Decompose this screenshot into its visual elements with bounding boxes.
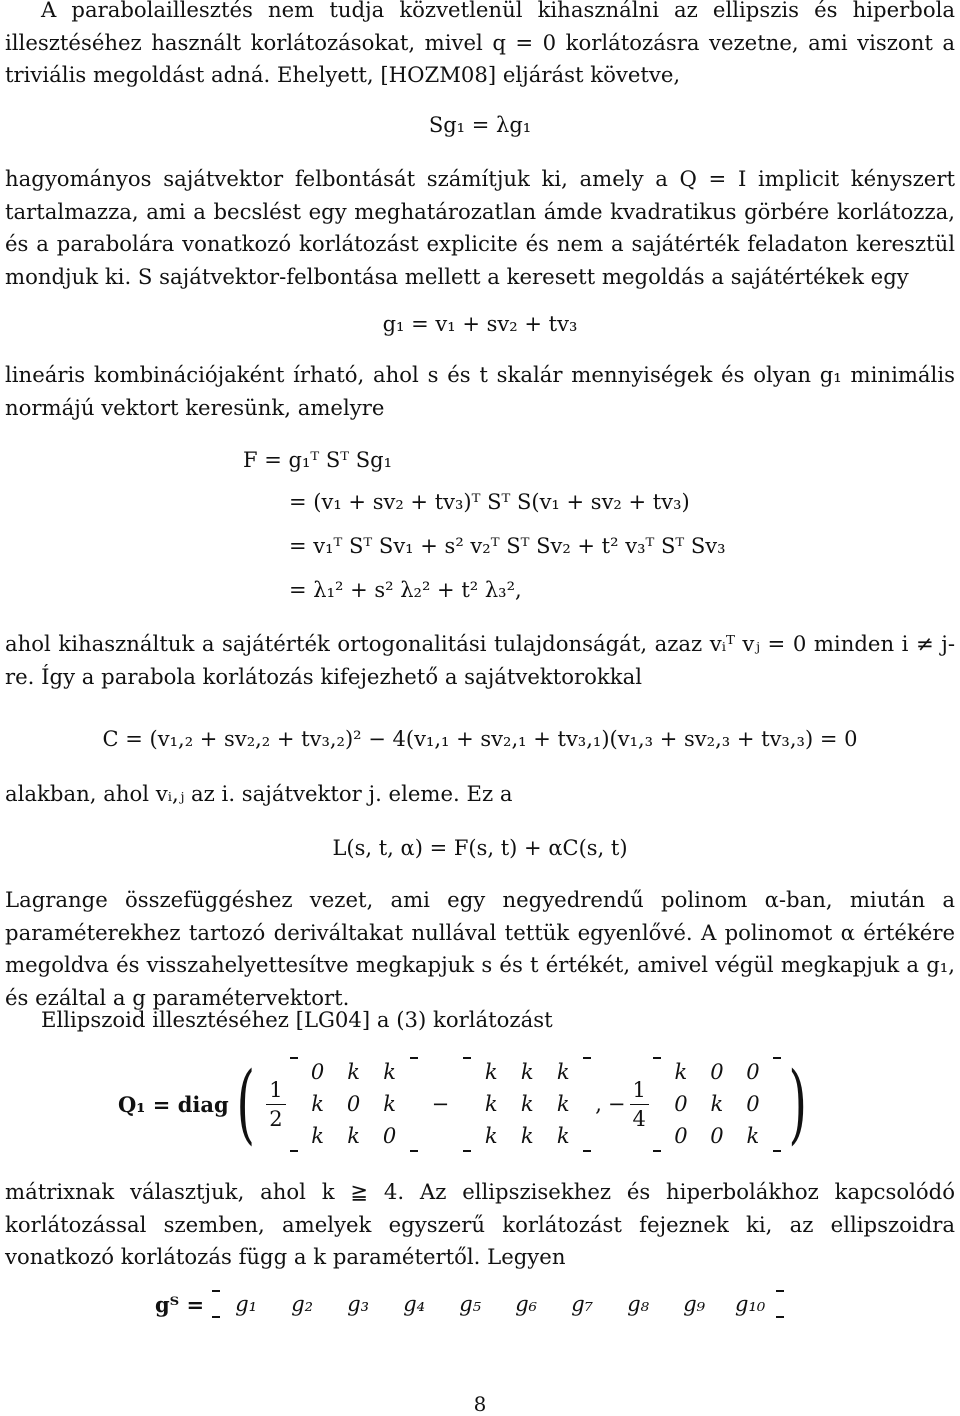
equation-eigen: Sg₁ = λg₁	[428, 113, 532, 137]
fraction-half: $\frac{1}{2}$	[266, 1076, 285, 1133]
equation-g1-combination: g₁ = v₁ + sv₂ + tv₃	[382, 312, 578, 336]
right-paren: )	[788, 1054, 807, 1154]
align-row-4: = λ₁² + s² λ₂² + t² λ₃²,	[289, 578, 522, 602]
paragraph-1: A parabolaillesztés nem tudja közvetlenül kihasználni az ellipszis és hiperbola illesztéséhez használt korlátozásokat, mivel q = 0 korlátozásra vezetne, ami viszont a triviális megoldást adná. Ehelyett, [HOZM08] eljárást követve,	[5, 0, 955, 87]
align-row-3: = v₁ᵀ Sᵀ Sv₁ + s² v₂ᵀ Sᵀ Sv₂ + t² v₃ᵀ Sᵀ Sv₃	[289, 534, 726, 558]
paragraph-2: hagyományos sajátvektor felbontását számítjuk ki, amely a Q = I implicit kényszert tartalmazza, ami a becslést egy meghatározatlan ámde kvadratikus görbére korlátozza, és a parabolára vonatkozó korlátozást explicite és nem a sajátérték feladaton keresztül mondjuk ki. S sajátvektor-felbontása mellett a keresett megoldás a sajátértékek egy	[5, 166, 955, 289]
align-row-2: = (v₁ + sv₂ + tv₃)ᵀ Sᵀ S(v₁ + sv₂ + tv₃)	[289, 490, 690, 514]
paragraph-6: Lagrange összefüggéshez vezet, ami egy negyedrendű polinom α-ban, miután a paraméterekhez tartozó deriváltakat nullával tettük egyenlővé. A polinomot α értékére megoldva és visszahelyettesítve megkapjuk s és t értékét, amivel végül megkapjuk a g₁, és ezáltal a g paramétervektort.	[5, 887, 955, 1010]
paragraph-5: alakban, ahol vᵢ,ⱼ az i. sajátvektor j. eleme. Ez a	[5, 781, 513, 806]
paragraph-4: ahol kihasználtuk a sajátérték ortogonalitási tulajdonságát, azaz vᵢᵀ vⱼ = 0 minden i ≠ j-re. Így a parabola korlátozás kifejezhető a sajátvektorokkal	[5, 631, 955, 689]
fraction-quarter: $\frac{1}{4}$	[630, 1076, 649, 1133]
equation-lagrange: L(s, t, α) = F(s, t) + αC(s, t)	[332, 836, 628, 860]
matrix-1: 0 k k k 0 k k k 0	[290, 1057, 418, 1152]
left-paren: (	[236, 1054, 255, 1154]
q1-lhs: Q₁ = diag	[118, 1091, 229, 1117]
paragraph-8: mátrixnak választjuk, ahol k ≧ 4. Az ellipszisekhez és hiperbolákhoz kapcsolódó korlátozással szemben, amelyek egyszerű korlátozást fejeznek ki, az ellipszoidra vonatkozó korlátozás függ a k paramétertől. Legyen	[5, 1179, 955, 1269]
equation-Q1	[118, 1052, 814, 1156]
minus-sign: −	[431, 1092, 450, 1116]
row-vector: g₁ g₂ g₃ g₄ g₅ g₆ g₇ g₈ g₉ g₁₀	[212, 1290, 784, 1318]
align-row-1: F = g₁ᵀ Sᵀ Sg₁	[243, 448, 392, 472]
matrix-3: k 0 0 0 k 0 0 0 k	[653, 1057, 781, 1152]
g-lhs: gᵀ =	[155, 1291, 205, 1317]
paragraph-3: lineáris kombinációjaként írható, ahol s és t skalár mennyiségek és olyan g₁ minimális normájú vektort keresünk, amelyre	[5, 362, 955, 420]
matrix-2: k k k k k k k k k	[463, 1057, 591, 1152]
comma: ,	[595, 1092, 602, 1116]
frac2-sign: −	[607, 1092, 626, 1116]
page-number: 8	[473, 1392, 487, 1416]
paragraph-7: Ellipszoid illesztéséhez [LG04] a (3) korlátozást	[41, 1007, 553, 1032]
equation-g-vector	[155, 1290, 784, 1318]
equation-parabola-constraint: C = (v₁,₂ + sv₂,₂ + tv₃,₂)² − 4(v₁,₁ + sv₂,₁ + tv₃,₁)(v₁,₃ + sv₂,₃ + tv₃,₃) = 0	[102, 727, 858, 751]
